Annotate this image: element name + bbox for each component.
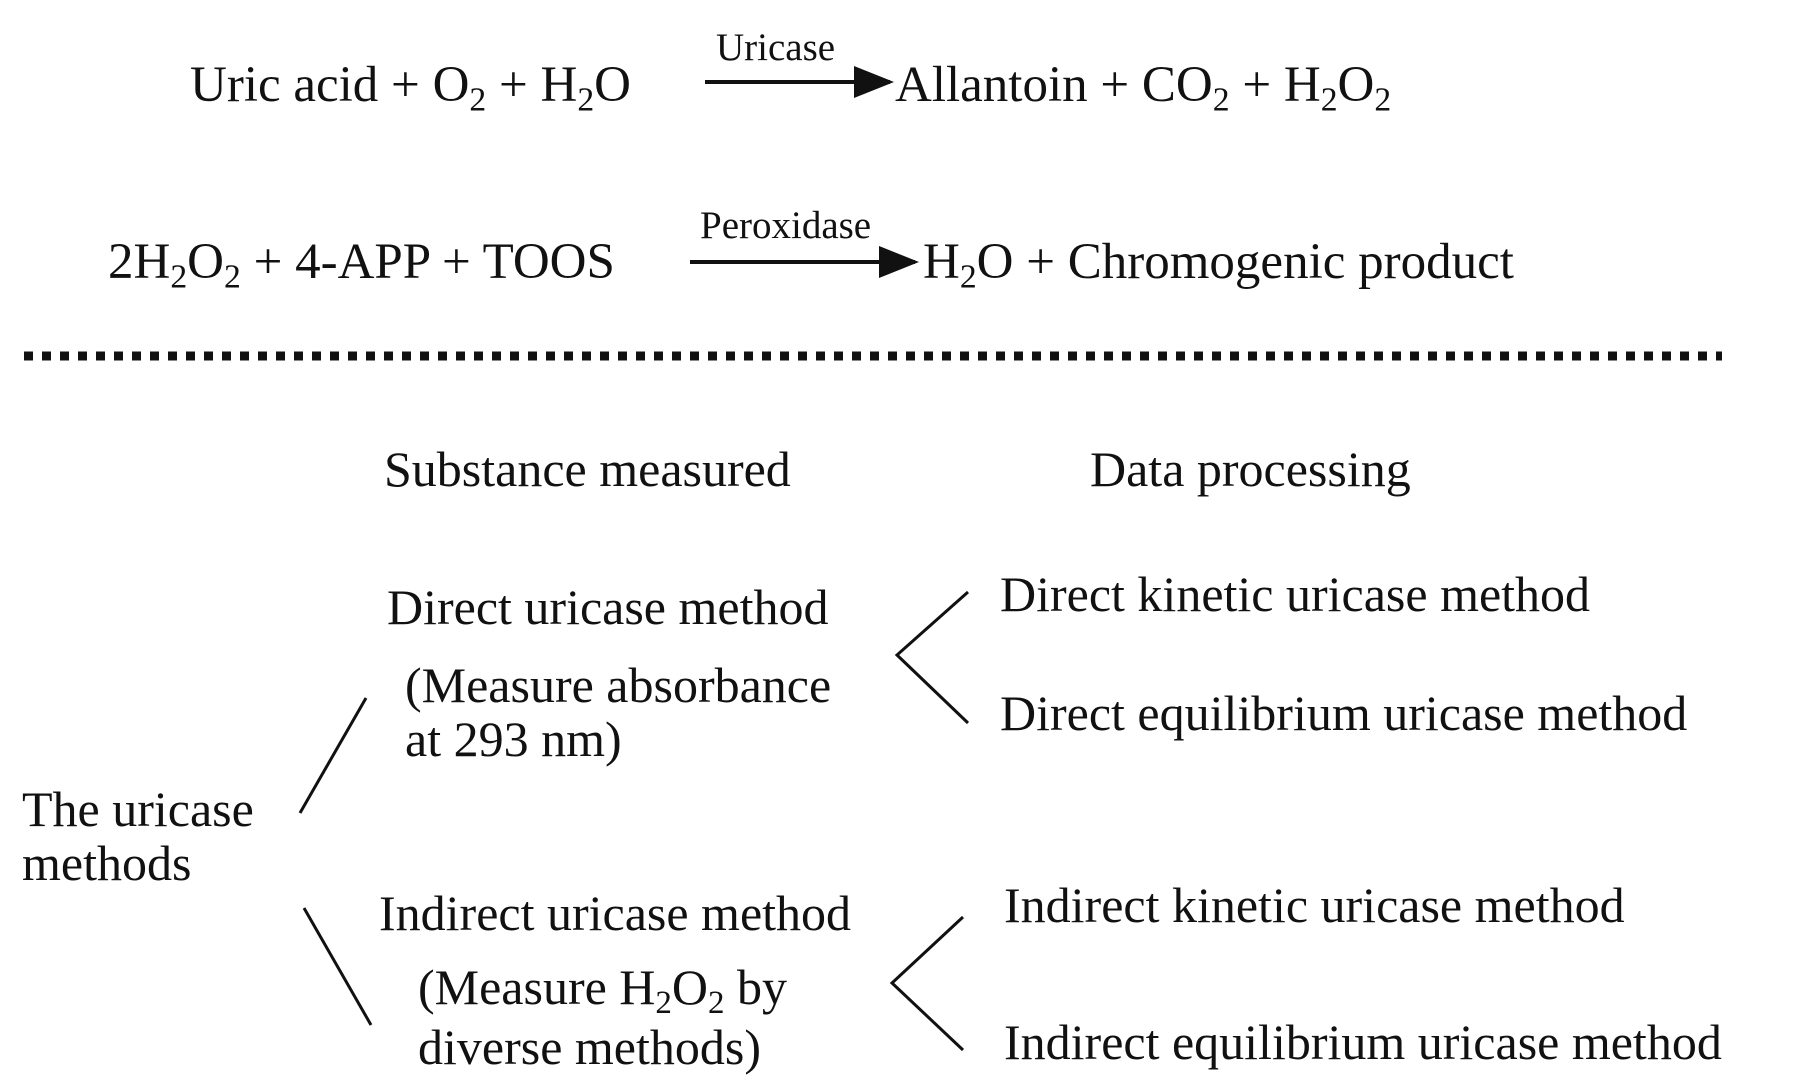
indirect-equilibrium-method: Indirect equilibrium uricase method: [1004, 1014, 1722, 1070]
branch-direct-chevron: [897, 592, 968, 723]
direct-equilibrium-method: Direct equilibrium uricase method: [1000, 685, 1688, 741]
direct-method-note-line1: (Measure absorbance: [405, 657, 832, 713]
header-data-processing: Data processing: [1090, 441, 1411, 497]
indirect-kinetic-method: Indirect kinetic uricase method: [1004, 877, 1625, 933]
root-label-line1: The uricase: [22, 781, 254, 837]
branch-indirect-chevron: [892, 917, 963, 1050]
branch-root-to-direct: [300, 698, 366, 813]
reaction-2-products: $H_2O$ + Chromogenic product: [923, 234, 1514, 296]
root-label-line2: methods: [22, 835, 192, 891]
indirect-method-note-line1: (Measure $H_2O_2$ by: [418, 959, 788, 1022]
reaction-1-products: Allantoin + $CO_2 + H_2O_2$: [895, 57, 1392, 119]
indirect-method-note-line2: diverse methods): [418, 1019, 761, 1075]
direct-method-title: Direct uricase method: [387, 579, 829, 635]
direct-kinetic-method: Direct kinetic uricase method: [1000, 566, 1591, 622]
direct-method-note-line2: at 293 nm): [405, 711, 622, 767]
indirect-method-title: Indirect uricase method: [379, 885, 852, 941]
reaction-2-reactants: $2H_2O_2 + 4-APP$ + TOOS: [108, 234, 615, 296]
header-substance-measured: Substance measured: [384, 441, 791, 497]
branch-root-to-indirect: [304, 908, 371, 1025]
reaction-2-enzyme: Peroxidase: [700, 204, 872, 247]
reaction-1-enzyme: Uricase: [716, 26, 836, 69]
reaction-1-reactants: Uric acid + $O_2 + H_2O$: [190, 57, 631, 119]
